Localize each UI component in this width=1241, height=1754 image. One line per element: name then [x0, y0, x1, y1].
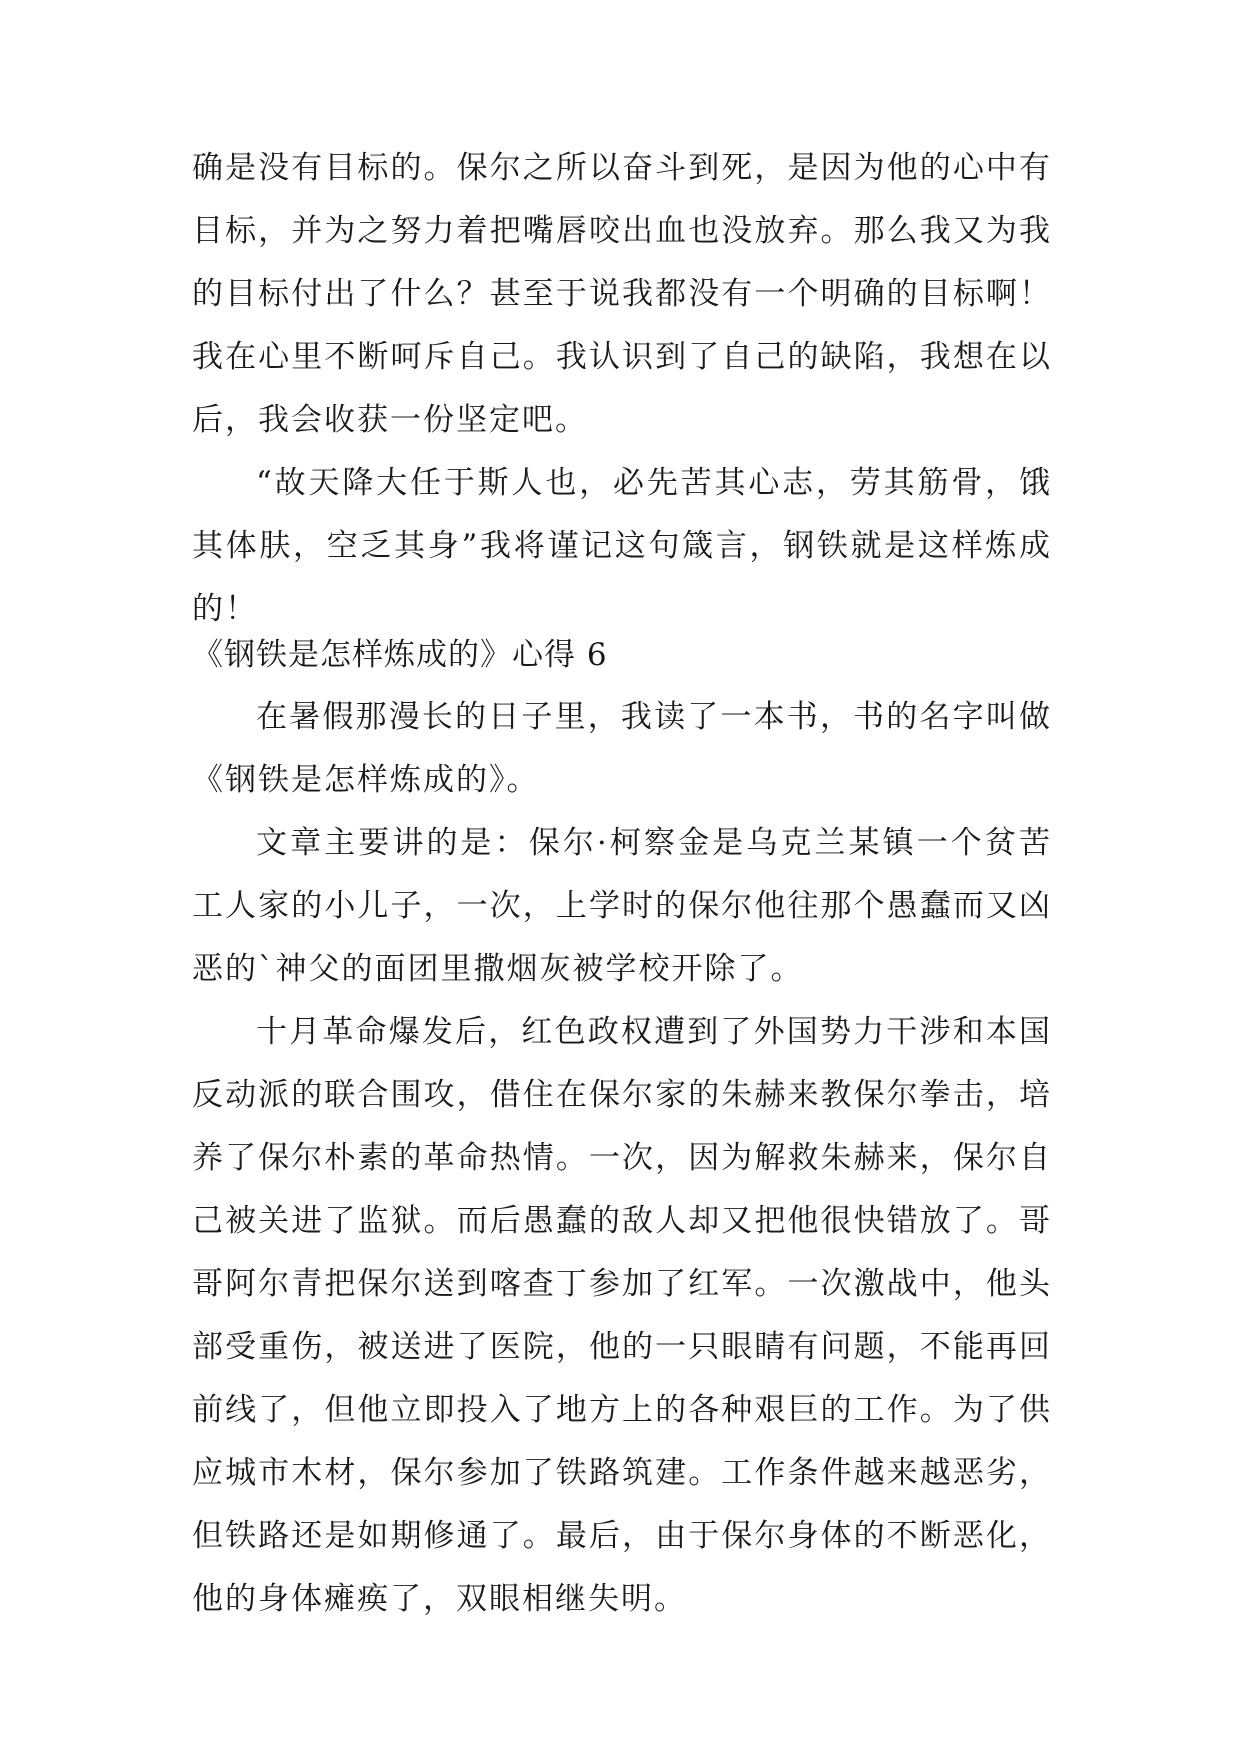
text-line: 的！ — [192, 591, 258, 627]
text-line: 但铁路还是如期修通了。最后，由于保尔身体的不断恶化， — [192, 1518, 1052, 1554]
text-line: 前线了，但他立即投入了地方上的各种艰巨的工作。为了供 — [192, 1392, 1052, 1428]
text-line: 其体肤，空乏其身”我将谨记这句箴言，钢铁就是这样炼成 — [192, 528, 1052, 564]
text-line: 工人家的小儿子，一次，上学时的保尔他往那个愚蠢而又凶 — [192, 888, 1052, 924]
text-line: 己被关进了监狱。而后愚蠢的敌人却又把他很快错放了。哥 — [192, 1203, 1052, 1239]
text-line: 后，我会收获一份坚定吧。 — [192, 402, 588, 438]
text-line: 在暑假那漫长的日子里，我读了一本书，书的名字叫做 — [256, 699, 1052, 735]
text-line: 应城市木材，保尔参加了铁路筑建。工作条件越来越恶劣， — [192, 1455, 1052, 1491]
section-heading: 《钢铁是怎样炼成的》心得 6 — [192, 637, 608, 673]
text-line: 反动派的联合围攻，借住在保尔家的朱赫来教保尔拳击，培 — [192, 1077, 1052, 1113]
text-line: 十月革命爆发后，红色政权遭到了外国势力干涉和本国 — [256, 1014, 1052, 1050]
text-line: 哥阿尔青把保尔送到喀查丁参加了红军。一次激战中，他头 — [192, 1266, 1052, 1302]
text-line: 部受重伤，被送进了医院，他的一只眼睛有问题，不能再回 — [192, 1329, 1052, 1365]
text-line: 的目标付出了什么？甚至于说我都没有一个明确的目标啊！ — [192, 276, 1052, 312]
text-line: 恶的`神父的面团里撒烟灰被学校开除了。 — [192, 951, 804, 987]
text-line: 我在心里不断呵斥自己。我认识到了自己的缺陷，我想在以 — [192, 339, 1052, 375]
text-line: 他的身体瘫痪了，双眼相继失明。 — [192, 1581, 687, 1617]
text-line: 目标，并为之努力着把嘴唇咬出血也没放弃。那么我又为我 — [192, 213, 1052, 249]
text-line: 《钢铁是怎样炼成的》。 — [192, 762, 540, 798]
text-line: 文章主要讲的是：保尔·柯察金是乌克兰某镇一个贫苦 — [256, 825, 1052, 861]
text-line: “故天降大任于斯人也，必先苦其心志，劳其筋骨，饿 — [256, 465, 1052, 501]
text-line: 确是没有目标的。保尔之所以奋斗到死，是因为他的心中有 — [192, 150, 1052, 186]
text-line: 养了保尔朴素的革命热情。一次，因为解救朱赫来，保尔自 — [192, 1140, 1052, 1176]
